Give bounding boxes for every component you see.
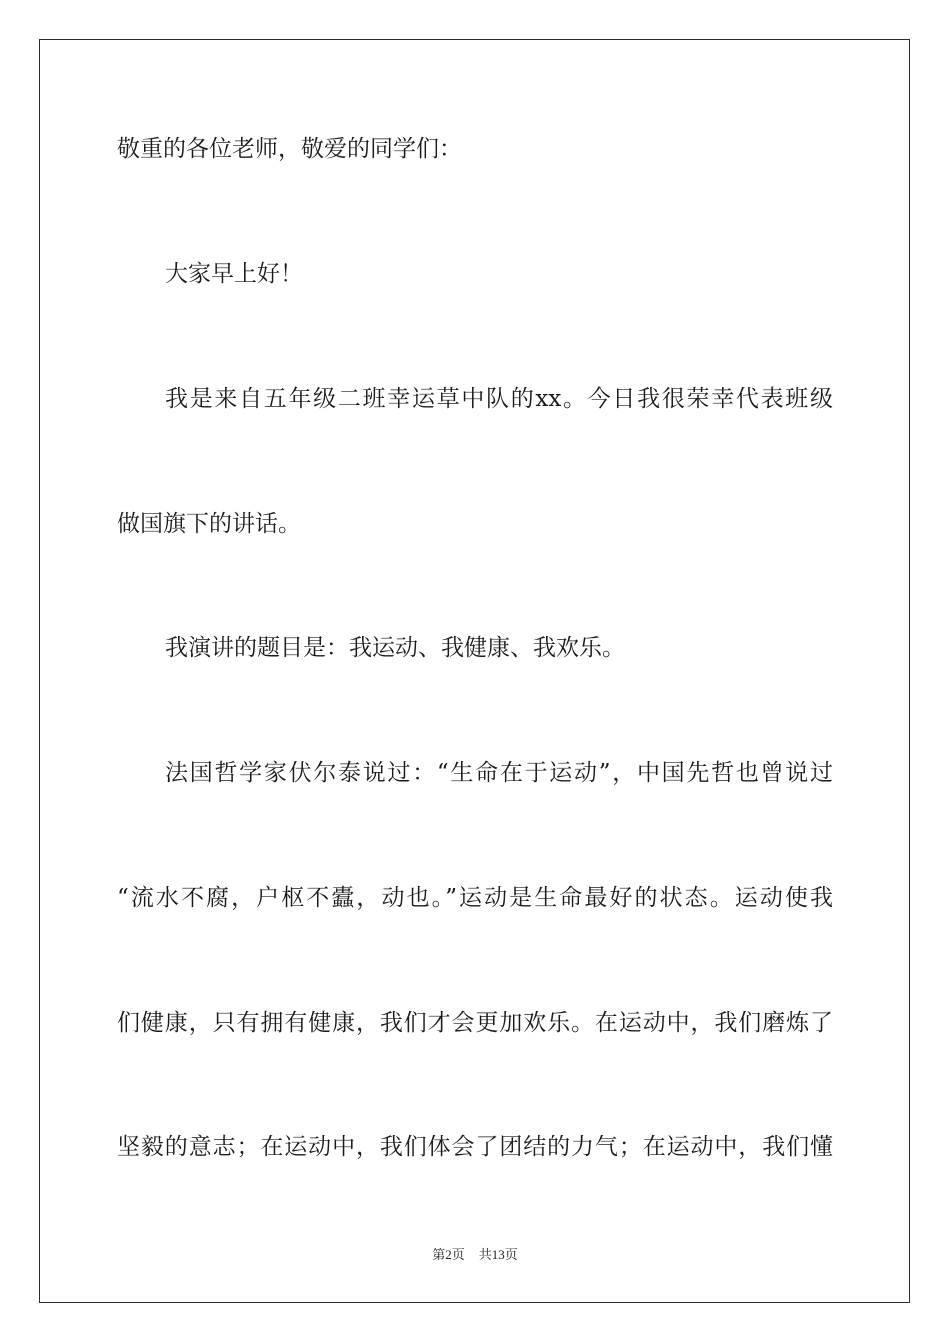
greeting-line: 大家早上好！ (165, 261, 303, 287)
paragraph-body-line-3: 们健康，只有拥有健康，我们才会更加欢乐。在运动中，我们磨炼了 (117, 1010, 833, 1036)
speech-title-line: 我演讲的题目是：我运动、我健康、我欢乐。 (165, 635, 625, 661)
paragraph-intro-line-1: 我是来自五年级二班幸运草中队的xx。今日我很荣幸代表班级 (165, 386, 833, 412)
total-pages: 共13页 (478, 1247, 518, 1262)
page-border (39, 39, 910, 1303)
salutation-line: 敬重的各位老师，敬爱的同学们： (117, 136, 462, 162)
paragraph-body-line-1: 法国哲学家伏尔泰说过：“生命在于运动”，中国先哲也曾说过 (165, 760, 833, 786)
paragraph-intro-line-2: 做国旗下的讲话。 (117, 511, 301, 537)
page-number: 第2页 (432, 1247, 465, 1262)
paragraph-body-line-4: 坚毅的意志；在运动中，我们体会了团结的力气；在运动中，我们懂 (117, 1134, 833, 1160)
paragraph-body-line-2: “流水不腐，户枢不蠹，动也。”运动是生命最好的状态。运动使我 (117, 885, 833, 911)
page-footer (0, 1246, 950, 1264)
